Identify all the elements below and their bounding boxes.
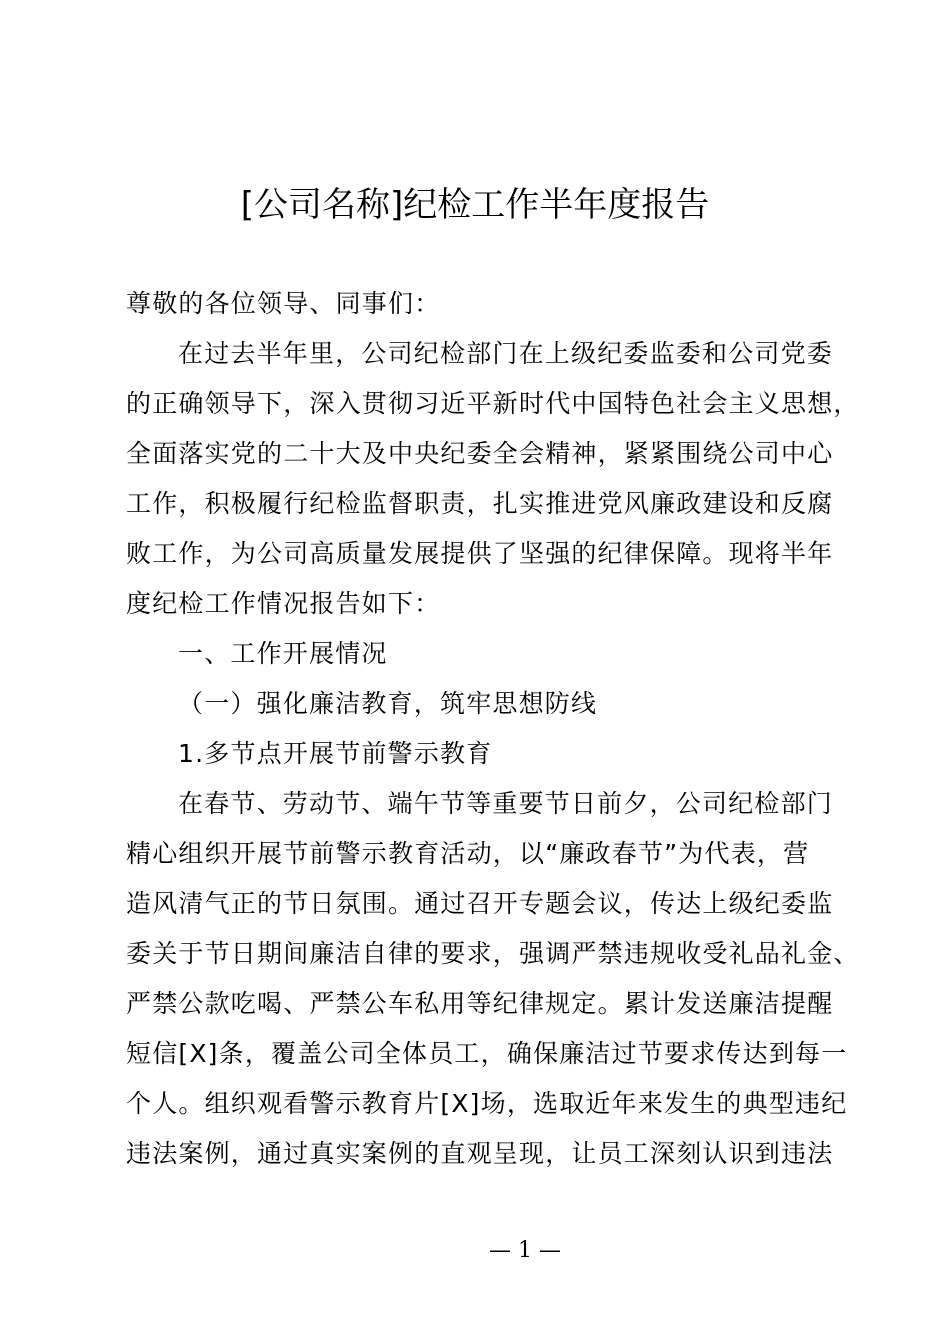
body-line: 的正确领导下，深入贯彻习近平新时代中国特色社会主义思想， <box>126 389 860 418</box>
body-line: 造风清气正的节日氛围。通过召开专题会议，传达上级纪委监 <box>126 889 834 918</box>
body-line: 个人。组织观看警示教育片[X]场，选取近年来发生的典型违纪 <box>126 1089 848 1118</box>
body-line: 违法案例，通过真实案例的直观呈现，让员工深刻认识到违法 <box>126 1139 834 1168</box>
page-number: — 1 — <box>489 1238 561 1263</box>
body-line: 一、工作开展情况 <box>178 639 388 668</box>
body-line: 在春节、劳动节、端午节等重要节日前夕，公司纪检部门 <box>178 789 834 818</box>
body-line: 1.多节点开展节前警示教育 <box>178 739 493 768</box>
document-title: [公司名称]纪检工作半年度报告 <box>240 185 710 225</box>
body-line: 败工作，为公司高质量发展提供了坚强的纪律保障。现将半年 <box>126 539 834 568</box>
document-body <box>126 279 860 1179</box>
body-line: 短信[X]条，覆盖公司全体员工，确保廉洁过节要求传达到每一 <box>126 1039 848 1068</box>
body-line: 度纪检工作情况报告如下： <box>126 589 441 618</box>
body-line: （一）强化廉洁教育，筑牢思想防线 <box>178 689 598 718</box>
body-line: 严禁公款吃喝、严禁公车私用等纪律规定。累计发送廉洁提醒 <box>126 989 834 1018</box>
body-line: 全面落实党的二十大及中央纪委全会精神，紧紧围绕公司中心 <box>126 439 834 468</box>
body-line: 精心组织开展节前警示教育活动，以“廉政春节”为代表，营 <box>126 839 810 868</box>
body-line: 尊敬的各位领导、同事们： <box>126 289 441 318</box>
body-line: 在过去半年里，公司纪检部门在上级纪委监委和公司党委 <box>178 339 834 368</box>
body-line: 工作，积极履行纪检监督职责，扎实推进党风廉政建设和反腐 <box>126 489 834 518</box>
body-line: 委关于节日期间廉洁自律的要求，强调严禁违规收受礼品礼金、 <box>126 939 860 968</box>
